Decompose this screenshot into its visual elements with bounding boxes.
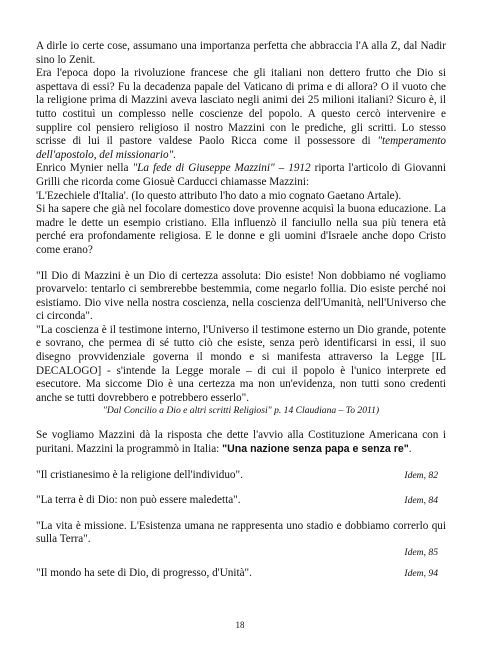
intro-paragraph-4: 'L'Ezechiele d'Italia'. (Io questo attributo l'ho dato a mio cognato Gaetano Artale). xyxy=(36,189,402,202)
saying-2-text: "La terra è di Dio: non può essere maledetta". xyxy=(36,494,241,507)
conclusion-paragraph xyxy=(36,429,446,456)
intro-paragraph-3 xyxy=(36,162,446,189)
saying-2 xyxy=(36,494,446,508)
text-column xyxy=(36,40,446,581)
saying-4-text: "Il mondo ha sete di Dio, di progresso, d'Unità". xyxy=(36,567,252,579)
saying-4 xyxy=(36,567,446,581)
quote-2: "La coscienza è il testimone interno, l'Universo il testimone esterno un Dio grande, potente e sovrano, che permea di sé tutto ciò che esiste, senza però identificarsi in essi, il suo disegno provvidenziale governa il mondo e si manifesta attraverso la Legge [IL DECALOGO] - s'intende la Legge morale – di cui il popolo è l'unico interprete ed esecutore. Ma siccome Dio è una certezza ma non un'evidenza, non tutti sono credenti anche se tutti dovrebbero e potrebbero esserlo". xyxy=(36,323,446,404)
saying-3-ref: Idem, 85 xyxy=(404,547,438,558)
intro-paragraph-5: Si ha sapere che già nel focolare domestico dove provenne acquisì la buona educazione. La madre le dette un esempio cristiano. Ella influenzò il fanciullo nella sua più tenera età perché era profondamente religiosa. E le donne e gli uomini d'Israele anche dopo Cristo come erano? xyxy=(36,203,446,256)
quote-source xyxy=(36,405,446,417)
intro-paragraph-2-text: Era l'epoca dopo la rivoluzione francese che gli italiani non dettero frutto che Dio si aspettava di essi? Fu la decadenza papale del Vaticano di prima e di allora? O il vuoto che la religione prima di Mazzini aveva lasciato negli animi dei 25 milioni italiani? Sicuro è, il tutto costituì un complesso nelle coscienze del popolo. A questo cercò intervenire e supplire col pensiero religioso il nostro Mazzini con le prediche, gli scritti. Lo stesso scrisse di lui il pastore valdese Paolo Ricca come il possessore di xyxy=(36,67,446,148)
saying-1 xyxy=(36,469,446,483)
intro-paragraph-1: A dirle io certe cose, assumano una importanza perfetta che abbraccia l'A alla Z, dal Nadir sino lo Zenit. xyxy=(36,40,446,66)
mynier-book-title: "La fede di Giuseppe Mazzini" – 1912 xyxy=(132,162,311,175)
saying-3-text: "La vita è missione. L'Esistenza umana ne rappresenta uno stadio e dobbiamo correrlo qui sulla Terra". xyxy=(36,519,446,546)
mynier-lead: Enrico Mynier nella xyxy=(36,162,133,175)
conclusion-text: Se vogliamo Mazzini dà la risposta che dette l'avvio alla Costituzione Americana con i puritani. Mazzini la programmò in Italia: xyxy=(36,429,446,456)
page-number: 18 xyxy=(235,620,245,630)
quote-source-ref: p. 14 Claudiana – To 2011) xyxy=(274,405,380,417)
saying-4-ref: Idem, 94 xyxy=(404,568,438,579)
quote-1: "Il Dio di Mazzini è un Dio di certezza assoluta: Dio esiste! Non dobbiamo né vogliamo provarvelo: tentarlo ci sembrerebbe bestemmia, come negarlo follia. Dio esiste perché noi esistiamo. Dio vive nella nostra coscienza, nella coscienza dell'Umanità, nell'Universo che ci circonda". xyxy=(36,269,446,323)
conclusion-motto: "Una nazione senza papa e senza re" xyxy=(222,443,409,456)
mynier-tail: riporta l'articolo di Giovanni Grilli che ricorda come Giosuè Carducci chiamasse Mazzini: xyxy=(36,162,447,188)
saying-1-text: "Il cristianesimo è la religione dell'individuo". xyxy=(36,468,243,481)
quote-source-title: "Dal Concilio a Dio e altri scritti Religiosi" xyxy=(102,405,272,417)
saying-2-ref: Idem, 84 xyxy=(404,495,438,507)
intro-paragraph-2 xyxy=(36,67,446,162)
saying-1-ref: Idem, 82 xyxy=(404,469,438,481)
conclusion-end: . xyxy=(408,443,412,456)
intro-paragraph-2-italic: "temperamento dell'apostolo, del missionario". xyxy=(36,135,447,161)
